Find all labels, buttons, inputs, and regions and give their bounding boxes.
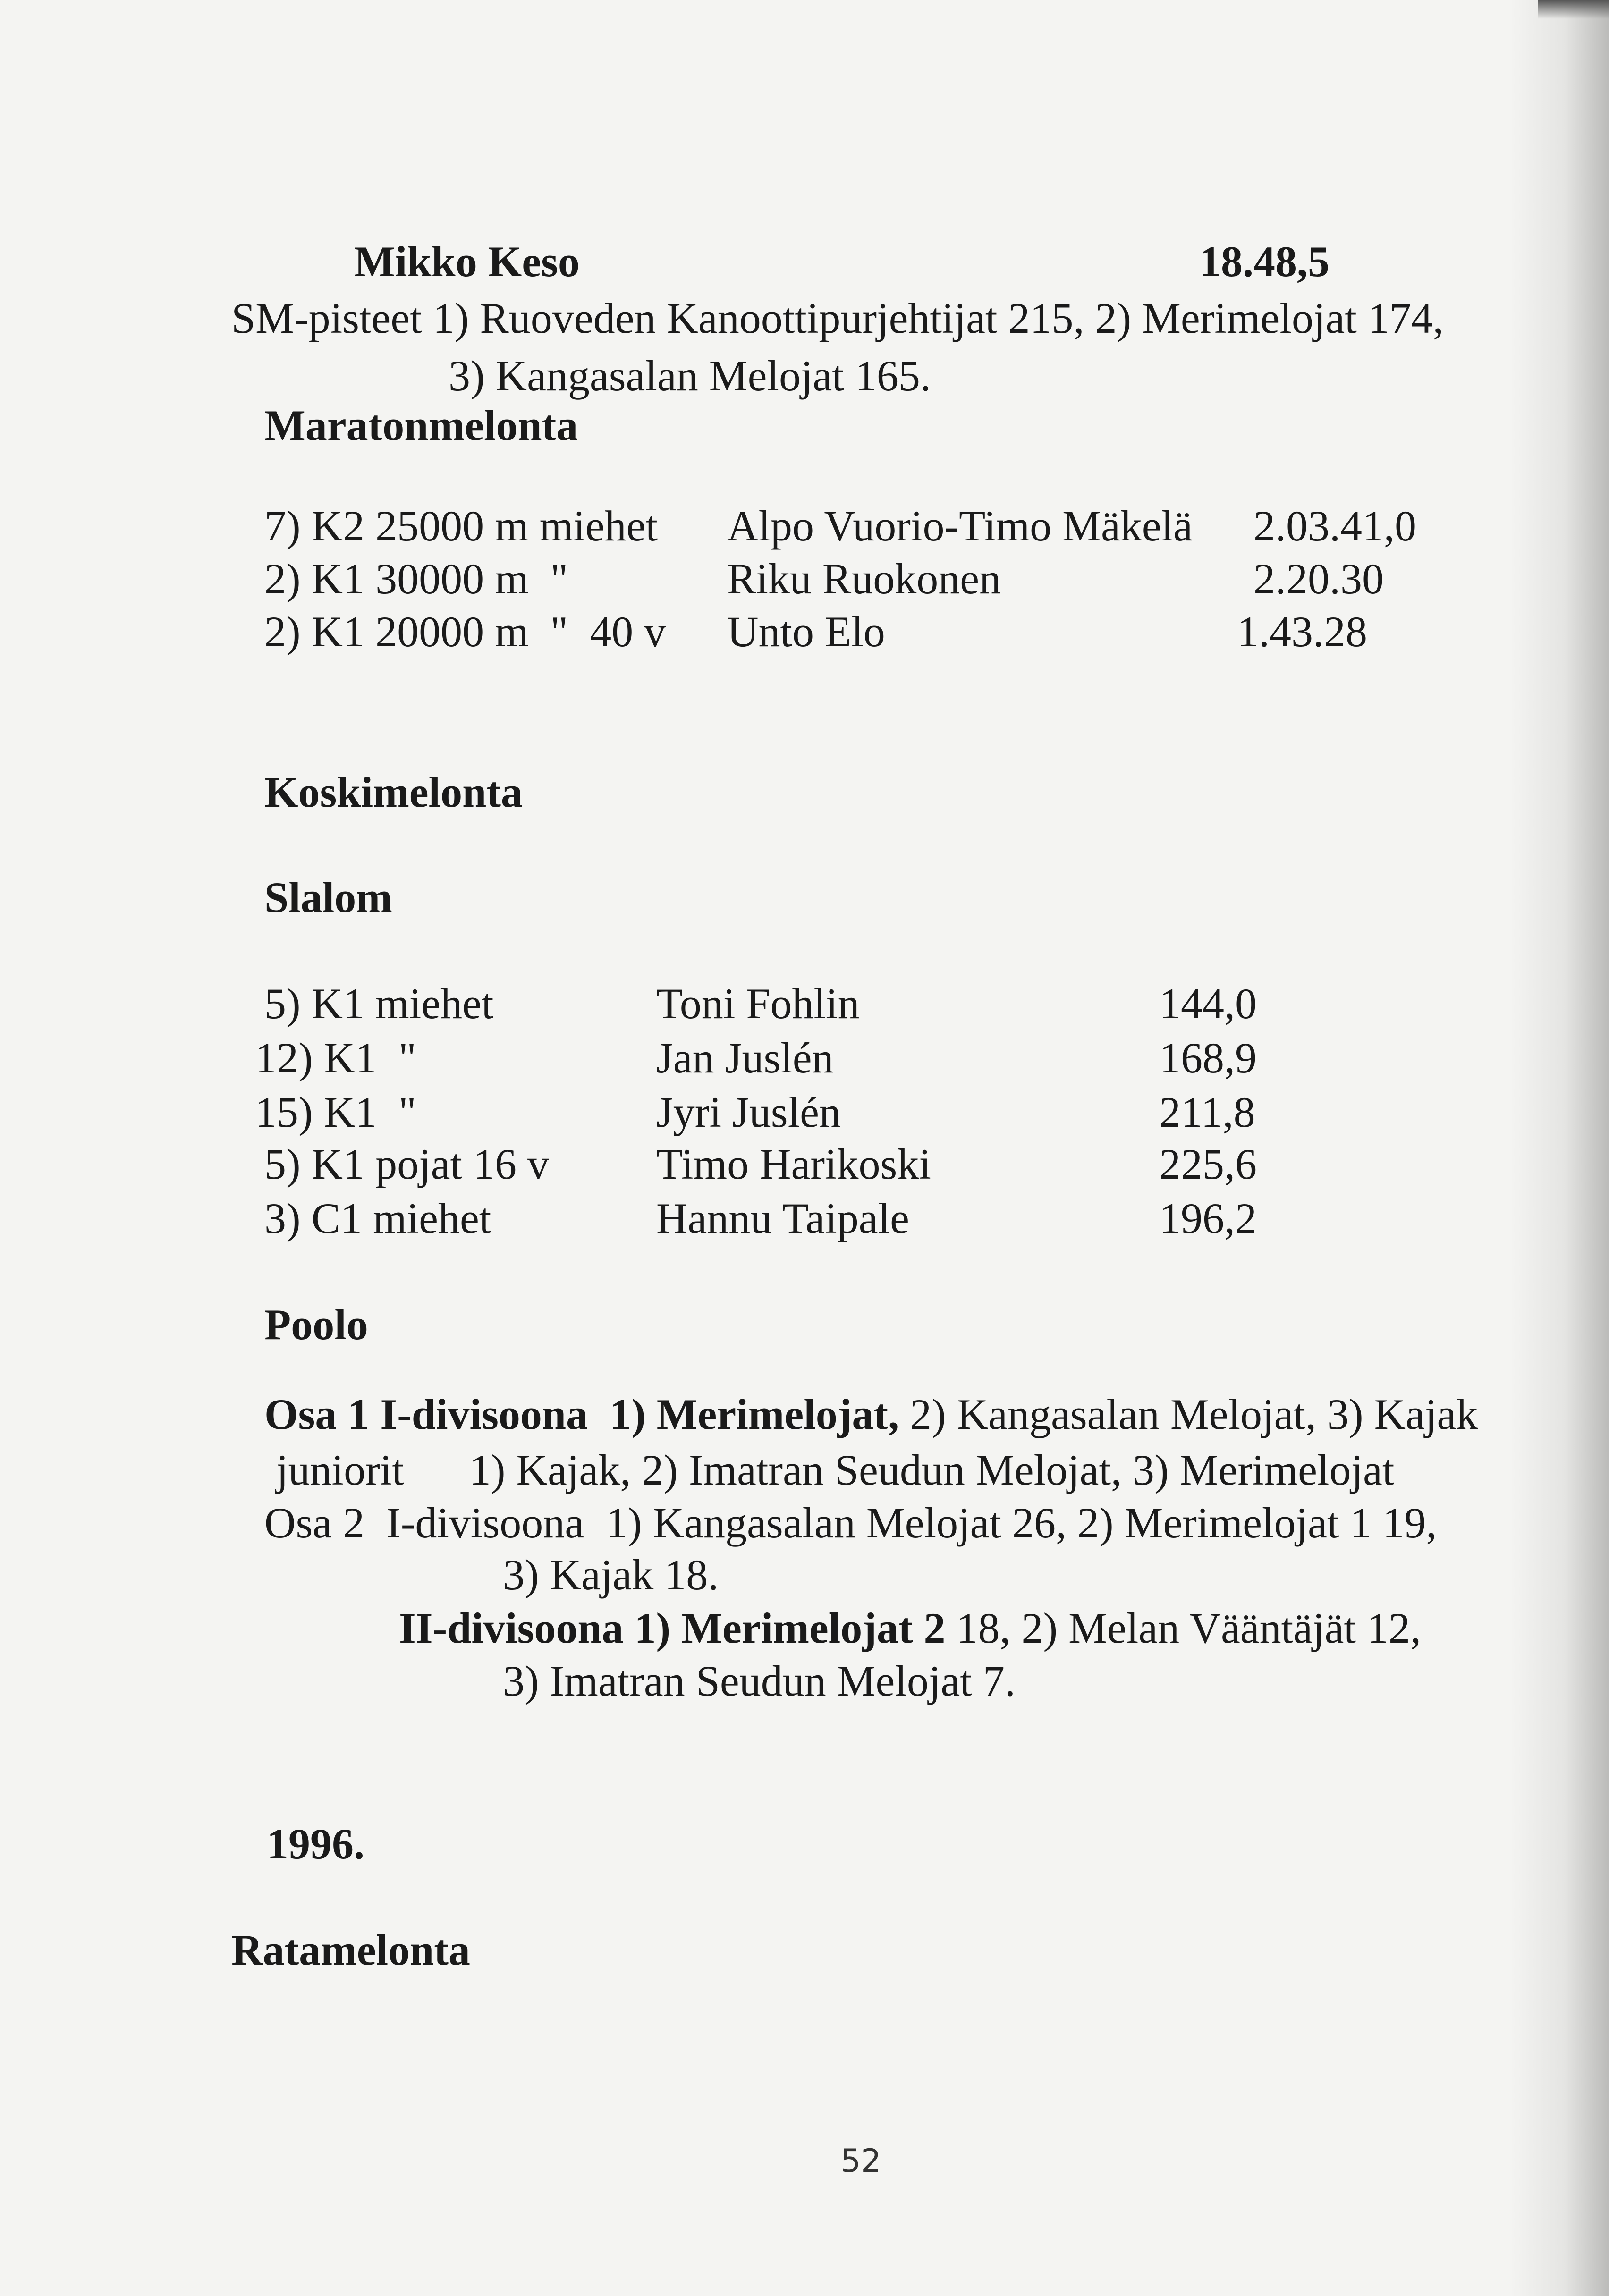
slalom-name: Jan Juslén (656, 1034, 834, 1082)
section-title-poolo: Poolo (264, 1300, 368, 1349)
maraton-name: Riku Ruokonen (727, 555, 1001, 603)
poolo-osa1-label: Osa 1 I-divisoona (264, 1390, 588, 1438)
slalom-name: Hannu Taipale (656, 1194, 910, 1242)
poolo-osa1-line (264, 1390, 1478, 1438)
maraton-event: 2) K1 30000 m " (264, 555, 568, 603)
maraton-time: 1.43.28 (1237, 608, 1367, 656)
slalom-score: 196,2 (1159, 1194, 1257, 1242)
page-corner-shadow (1538, 0, 1609, 19)
poolo-div2-line (399, 1606, 1421, 1650)
poolo-juniorit-label: juniorit (276, 1446, 404, 1494)
maraton-name: Alpo Vuorio-Timo Mäkelä (727, 502, 1193, 550)
maraton-time: 2.03.41,0 (1253, 502, 1416, 550)
slalom-score: 144,0 (1159, 979, 1257, 1028)
maraton-time: 2.20.30 (1253, 555, 1384, 603)
poolo-osa2-line-2: 3) Kajak 18. (503, 1551, 719, 1599)
section-title-slalom: Slalom (264, 873, 392, 921)
poolo-juniorit-line (276, 1448, 1394, 1492)
year-heading: 1996. (267, 1820, 364, 1868)
page-spine-shadow (1510, 0, 1609, 2296)
slalom-score: 225,6 (1159, 1140, 1257, 1188)
maraton-event: 7) K2 25000 m miehet (264, 502, 658, 550)
slalom-name: Toni Fohlin (656, 979, 860, 1028)
maraton-event: 2) K1 20000 m " 40 v (264, 608, 666, 656)
sm-points-line-2: 3) Kangasalan Melojat 165. (449, 352, 931, 400)
slalom-name: Jyri Juslén (656, 1088, 841, 1136)
section-title-koski: Koskimelonta (264, 768, 523, 816)
slalom-name: Timo Harikoski (656, 1140, 931, 1188)
slalom-score: 211,8 (1159, 1088, 1255, 1136)
poolo-div2-label: II-divisoona (399, 1604, 624, 1652)
slalom-event: 12) K1 " (255, 1034, 416, 1082)
poolo-div2-line-2: 3) Imatran Seudun Melojat 7. (503, 1657, 1016, 1705)
result-name: Mikko Keso (354, 237, 580, 286)
sm-points-line-1: SM-pisteet 1) Ruoveden Kanoottipurjehtijat 215, 2) Merimelojat 174, (231, 294, 1444, 342)
poolo-osa1-winner: 1) Merimelojat, (610, 1390, 899, 1438)
poolo-juniorit-text: 1) Kajak, 2) Imatran Seudun Melojat, 3) Merimelojat (469, 1446, 1395, 1494)
section-title-ratamelonta: Ratamelonta (231, 1926, 470, 1974)
slalom-event: 5) K1 miehet (264, 979, 494, 1028)
slalom-event: 3) C1 miehet (264, 1194, 491, 1242)
slalom-event: 5) K1 pojat 16 v (264, 1140, 550, 1188)
maraton-name: Unto Elo (727, 608, 885, 656)
poolo-div2-rest: 18, 2) Melan Vääntäjät 12, (956, 1604, 1421, 1652)
poolo-osa2-line-1: Osa 2 I-divisoona 1) Kangasalan Melojat 26, 2) Merimelojat 1 19, (264, 1499, 1437, 1547)
page-number: 52 (840, 2143, 881, 2180)
poolo-div2-winner: 1) Merimelojat 2 (634, 1604, 946, 1652)
slalom-event: 15) K1 " (255, 1088, 416, 1136)
poolo-osa1-rest: 2) Kangasalan Melojat, 3) Kajak (910, 1390, 1478, 1438)
slalom-score: 168,9 (1159, 1034, 1257, 1082)
section-title-maraton: Maratonmelonta (264, 401, 578, 449)
result-time: 18.48,5 (1199, 237, 1330, 286)
